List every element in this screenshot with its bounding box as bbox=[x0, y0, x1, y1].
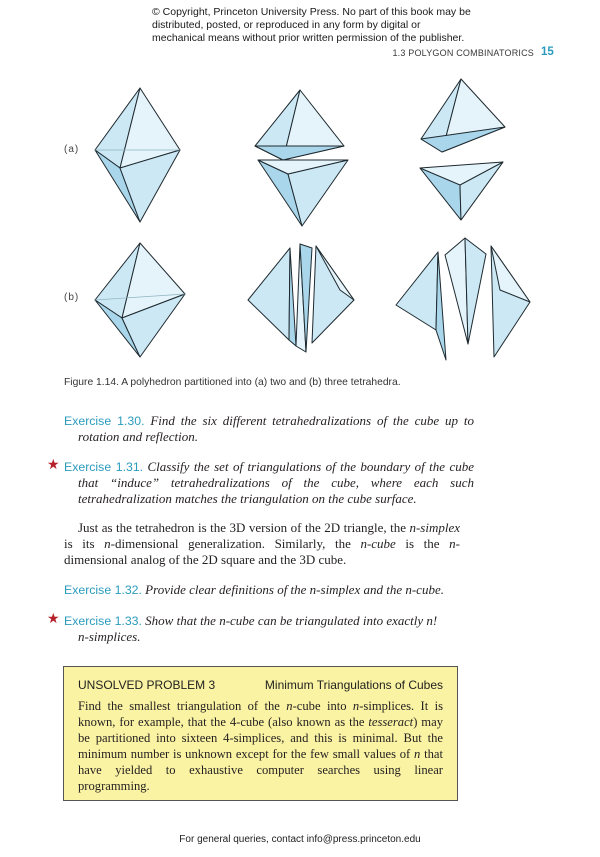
exercise-1-30 bbox=[64, 413, 474, 445]
face bbox=[465, 238, 486, 344]
tetra-b-far-right bbox=[491, 246, 530, 357]
running-head: 1.3 POLYGON COMBINATORICS bbox=[392, 48, 534, 58]
unsolved-problem-box bbox=[63, 666, 458, 801]
figure-caption: Figure 1.14. A polyhedron partitioned into (a) two and (b) three tetrahedra. bbox=[64, 377, 401, 388]
tetra-a-top bbox=[255, 90, 344, 160]
face bbox=[248, 248, 290, 340]
exercise-text-continued: n-simplices. bbox=[78, 629, 141, 644]
exercise-text: Find the six different tetrahedralizations of the cube up to rotation and reflection. bbox=[78, 413, 474, 444]
tetra-b-far-middle bbox=[445, 238, 486, 344]
exercise-1-31 bbox=[64, 459, 474, 507]
problem-title: UNSOLVED PROBLEM 3 bbox=[78, 678, 216, 692]
figure-row-label-b: (b) bbox=[64, 292, 80, 303]
tetra-b-right bbox=[312, 246, 354, 343]
tetra-b-left bbox=[248, 248, 296, 346]
exercise-label: Exercise 1.31. bbox=[64, 460, 144, 474]
polyhedron-figure bbox=[0, 0, 600, 370]
footer-contact: For general queries, contact info@press.princeton.edu bbox=[179, 834, 421, 845]
exercise-label: Exercise 1.30. bbox=[64, 414, 145, 428]
face bbox=[445, 238, 468, 344]
exercise-text: Classify the set of triangulations of the boundary of the cube that “induce” tetrahedralizations of the cube, where each such tetrahedralization matches the triangulation on the cube surface. bbox=[78, 459, 475, 506]
copyright-notice: © Copyright, Princeton University Press. No part of this book may be distributed, posted, or reproduced in any form by digital or mechanical means without prior written permission of the publisher. bbox=[152, 6, 471, 44]
exercise-text: Show that the n-cube can be triangulated into exactly n! bbox=[145, 613, 438, 628]
tetra-a-far-top bbox=[421, 79, 505, 152]
tetra-b-far-left bbox=[396, 252, 446, 360]
exercise-label: Exercise 1.32. bbox=[64, 583, 142, 597]
exercise-text: Provide clear definitions of the n-simplex and the n-cube. bbox=[145, 582, 444, 597]
page-number: 15 bbox=[541, 46, 554, 58]
star-icon: ★ bbox=[47, 611, 60, 627]
face bbox=[289, 248, 296, 346]
tetra-b-middle bbox=[296, 244, 312, 352]
polyhedron-whole-a bbox=[95, 88, 180, 222]
problem-text: Find the smallest triangulation of the n-cube into n-simplices. It is known, for example, that the 4-cube (also known as the tesseract) may be partitioned into sixteen 4-simplices, and this is minimal. But the minimum number is unknown except for the few small values of n that have yielded to exhaustive computer searches using linear programming. bbox=[78, 699, 443, 793]
face bbox=[436, 252, 446, 360]
face bbox=[396, 252, 438, 330]
polyhedron-whole-b bbox=[95, 243, 185, 357]
face bbox=[255, 146, 344, 160]
exercise-1-33 bbox=[64, 613, 460, 645]
exercise-1-32 bbox=[64, 582, 474, 598]
problem-subtitle: Minimum Triangulations of Cubes bbox=[264, 678, 443, 692]
exercise-label: Exercise 1.33. bbox=[64, 614, 142, 628]
star-icon: ★ bbox=[47, 457, 60, 473]
tetra-a-bottom bbox=[258, 160, 348, 226]
paragraph-simplex: Just as the tetrahedron is the 3D version of the 2D triangle, the n-simplex is its n-dimensional generalization. Similarly, the n-cube is the n-dimensional analog of the 2D square and the 3D cube. bbox=[64, 520, 460, 567]
figure-row-label-a: (a) bbox=[64, 144, 80, 155]
tetra-a-far-bottom bbox=[420, 162, 503, 220]
